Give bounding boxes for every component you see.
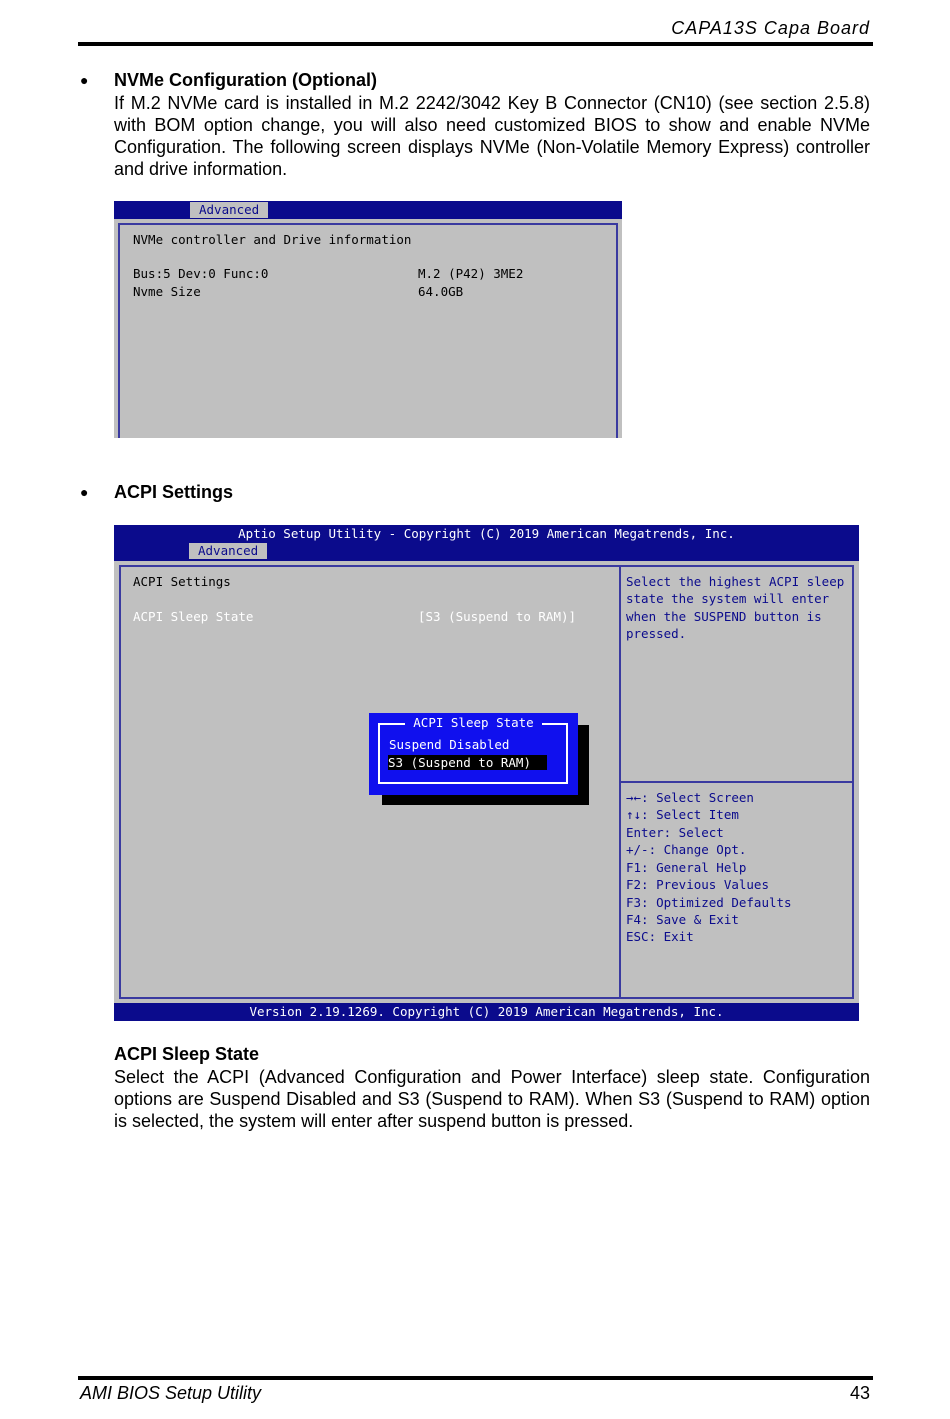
key-help-line: ESC: Exit (626, 929, 694, 944)
footer-rule (78, 1376, 873, 1380)
key-help-line: F4: Save & Exit (626, 912, 739, 927)
popup-title: ACPI Sleep State (369, 715, 578, 730)
tab-advanced[interactable]: Advanced (189, 543, 267, 559)
key-help-line: F1: General Help (626, 860, 747, 875)
popup-option-s3-selected[interactable]: S3 (Suspend to RAM) (388, 755, 547, 770)
help-text-line: state the system will enter (626, 591, 830, 606)
nvme-size-value: 64.0GB (418, 284, 464, 299)
key-help-line: →←: Select Screen (626, 790, 754, 805)
popup-border (378, 723, 568, 784)
acpi-sleep-state-body: Select the ACPI (Advanced Configuration and Power Interface) sleep state. Configuration options are Suspend Disabled and S3 (Suspend to RAM). When S3 (Suspend to RAM) option is selected, the system will enter after suspend button is pressed. (114, 1067, 870, 1131)
header-rule (78, 42, 873, 46)
key-help-line: Enter: Select (626, 825, 724, 840)
bios-divider (619, 781, 854, 783)
bios-screen-acpi (114, 525, 859, 1021)
bullet-icon: ● (80, 72, 89, 88)
bullet-icon: ● (80, 484, 89, 500)
footer-title: AMI BIOS Setup Utility (80, 1383, 262, 1403)
acpi-sleep-state-value[interactable]: [S3 (Suspend to RAM)] (418, 609, 577, 624)
key-help-line: F2: Previous Values (626, 877, 769, 892)
nvme-bus-label: Bus:5 Dev:0 Func:0 (133, 266, 269, 281)
help-text-line: Select the highest ACPI sleep (626, 574, 845, 589)
help-text-line: pressed. (626, 626, 687, 641)
bios-heading: ACPI Settings (133, 574, 231, 589)
bios-version-bar: Version 2.19.1269. Copyright (C) 2019 American Megatrends, Inc. (114, 1003, 859, 1021)
bios-title: Aptio Setup Utility - Copyright (C) 2019 American Megatrends, Inc. (238, 526, 735, 541)
acpi-sleep-state-popup (369, 713, 578, 795)
bios-screen-nvme (114, 201, 622, 438)
section-title-nvme: NVMe Configuration (Optional) (114, 70, 377, 90)
page-number: 43 (849, 1383, 870, 1403)
bios-heading: NVMe controller and Drive information (133, 232, 412, 247)
acpi-sleep-state-label[interactable]: ACPI Sleep State (133, 609, 254, 624)
acpi-sleep-state-title: ACPI Sleep State (114, 1044, 260, 1064)
section-title-acpi: ACPI Settings (114, 482, 234, 502)
key-help-line: F3: Optimized Defaults (626, 895, 792, 910)
nvme-model-value: M.2 (P42) 3ME2 (418, 266, 524, 281)
help-text-line: when the SUSPEND button is (626, 609, 822, 624)
section-body-nvme: If M.2 NVMe card is installed in M.2 2242/3042 Key B Connector (CN10) (see section 2.5.8) with BOM option change, you will also need customized BIOS to show and enable NVMe Configuration. The following screen displays NVMe (Non-Volatile Memory Express) controller and drive information. (114, 93, 870, 179)
key-help-line: +/-: Change Opt. (626, 842, 747, 857)
bios-frame (118, 223, 618, 438)
tab-advanced[interactable]: Advanced (190, 202, 268, 218)
nvme-size-label: Nvme Size (133, 284, 201, 299)
popup-option-suspend-disabled[interactable]: Suspend Disabled (389, 737, 510, 752)
key-help-line: ↑↓: Select Item (626, 807, 739, 822)
page-header-title: CAPA13S Capa Board (671, 18, 870, 38)
